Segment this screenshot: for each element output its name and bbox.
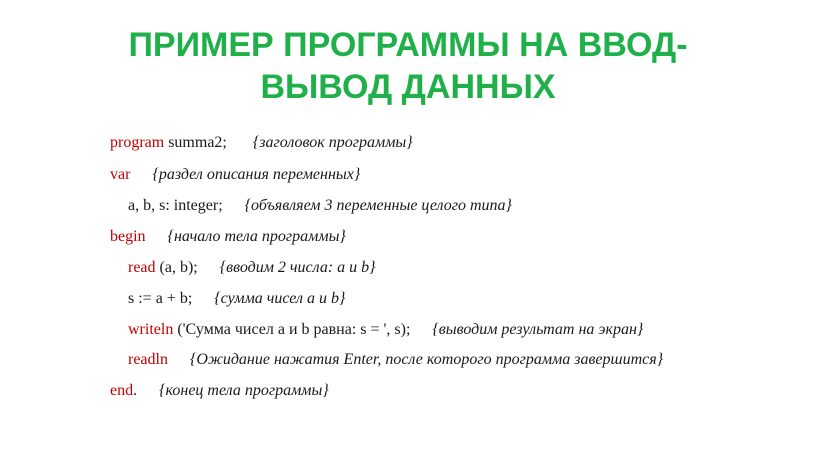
code-line-var — [110, 165, 360, 185]
code-text: a, b, s: integer; — [128, 197, 223, 214]
code-line-program — [110, 133, 413, 153]
keyword: readln — [128, 351, 168, 368]
code-text: . — [133, 382, 138, 399]
code-comment: {заголовок программы} — [252, 134, 413, 151]
code-line-writeln — [128, 320, 643, 340]
page-title-line-1: ПРИМЕР ПРОГРАММЫ НА ВВОД- — [128, 26, 688, 64]
code-line-read — [128, 258, 376, 278]
page-title-line-2: ВЫВОД ДАННЫХ — [260, 68, 556, 106]
code-line-declare — [128, 196, 512, 216]
code-comment: {сумма чисел a и b} — [214, 290, 346, 307]
keyword: begin — [110, 228, 146, 245]
keyword: writeln — [128, 321, 174, 338]
code-line-end — [110, 381, 329, 401]
code-comment: {вводим 2 числа: a и b} — [219, 259, 376, 276]
code-comment: {выводим результат на экран} — [432, 321, 644, 338]
keyword: var — [110, 166, 131, 183]
keyword: end — [110, 382, 134, 399]
code-comment: {конец тела программы} — [159, 382, 329, 399]
code-text: ('Сумма чисел a и b равна: s = ', s); — [173, 321, 411, 338]
code-text: (a, b); — [155, 259, 198, 276]
code-line-begin — [110, 227, 346, 247]
keyword: program — [110, 134, 165, 151]
code-comment: {объявляем 3 переменные целого типа} — [244, 197, 512, 214]
code-text: s := a + b; — [128, 290, 193, 307]
code-text: summa2; — [164, 134, 227, 151]
code-comment: {начало тела программы} — [167, 228, 346, 245]
code-line-sum — [128, 289, 345, 309]
keyword: read — [128, 259, 156, 276]
code-comment: {Ожидание нажатия Enter, после которого программа завершится} — [189, 351, 664, 368]
code-comment: {раздел описания переменных} — [152, 166, 361, 183]
code-line-readln — [128, 350, 663, 370]
